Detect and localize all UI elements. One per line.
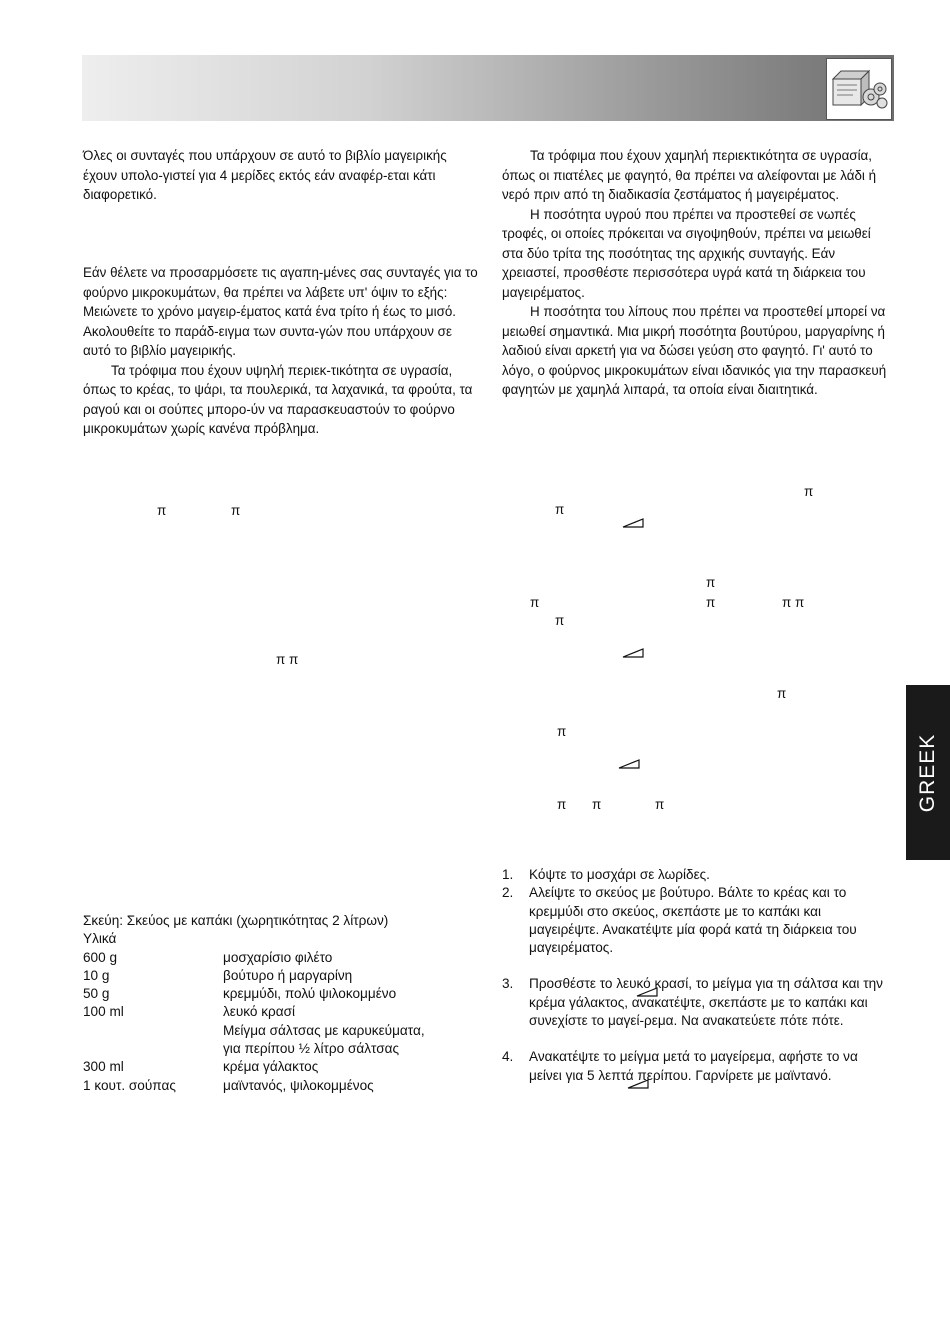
ingredient-qty <box>83 1022 223 1040</box>
cookbook-icon <box>826 58 892 120</box>
step-number: 4. <box>502 1049 514 1065</box>
step-number: 2. <box>502 885 514 901</box>
recipe-steps <box>502 866 894 1085</box>
ingredient-name: μαϊντανός, ψιλοκομμένος <box>223 1077 374 1093</box>
fragment-pi: π <box>706 595 716 610</box>
fragment-pi: π <box>804 484 814 499</box>
ingredient-qty: 300 ml <box>83 1059 124 1075</box>
step-text: Αλείψτε το σκεύος με βούτυρο. Βάλτε το κρέας και το κρεμμύδι στο σκεύος, σκεπάστε με το καπάκι και μαγειρέψτε. Ανακατέψτε μία φορά κατά τη διάρκεια του μαγειρέματος. <box>529 885 857 956</box>
ingredient-qty: 1 κουτ. σούπας <box>83 1077 176 1093</box>
fragment-pi: π <box>557 797 567 812</box>
power-level-icon <box>622 648 644 658</box>
step-item <box>502 866 894 884</box>
ingredient-name: για περίπου ½ λίτρο σάλτσας <box>223 1041 399 1057</box>
fragment-pi: π <box>557 724 567 739</box>
ingredient-qty: 100 ml <box>83 1004 124 1020</box>
intro-right-p3: Η ποσότητα του λίπους που πρέπει να προστεθεί μπορεί να μειωθεί σημαντικά. Μια μικρή ποσότητα βουτύρου, μαργαρίνης ή λαδιού είναι αρκετή για να δώσει γεύση στο φαγητό. Γι' αυτό το λόγο, ο φούρνος μικροκυμάτων είναι ιδανικός για την παρασκευή φαγητών με χαμηλά λιπαρά, τα οποία είναι διαιτητικά. <box>502 304 887 397</box>
ingredient-name: κρεμμύδι, πολύ ψιλοκομμένο <box>223 986 397 1002</box>
ingredient-row <box>83 967 483 985</box>
intro-right-p2: Η ποσότητα υγρού που πρέπει να προστεθεί σε νωπές τροφές, οι οποίες πρόκειται να σιγοψηθούν, πρέπει να μειωθεί στα δύο τρίτα της ποσότητας της αρχικής συνταγής. Εάν χρειαστεί, προσθέστε περισσότερα υγρά κατά τη διάρκεια του μαγειρέματος. <box>502 206 871 300</box>
language-tab <box>906 685 950 860</box>
ingredient-row <box>83 985 483 1003</box>
fragment-pi: π <box>706 575 716 590</box>
power-level-icon <box>618 759 640 769</box>
ingredient-name: Μείγμα σάλτσας με καρυκεύματα, <box>223 1022 425 1038</box>
step-text: Ανακατέψτε το μείγμα μετά το μαγείρεμα, αφήστε το να μείνει για 5 λεπτά περίπου. Γαρνίρετε με μαϊντανό. <box>529 1049 858 1083</box>
header-bar <box>82 55 894 121</box>
fragment-pi: π π <box>276 652 299 667</box>
intro-right <box>502 146 894 400</box>
ingredient-qty <box>83 1040 223 1058</box>
fragment-pi: π <box>655 797 665 812</box>
fragment-pi: π <box>592 797 602 812</box>
step-text: Προσθέστε το λευκό κρασί, το μείγμα για τη σάλτσα και την κρέμα γάλακτος, ανακατέψτε, σκεπάστε με το καπάκι και συνεχίστε το μαγεί-ρεμα. Να ανακατεύετε πότε πότε. <box>529 976 883 1029</box>
ingredient-row <box>83 1077 483 1095</box>
ingredient-name: βούτυρο ή μαργαρίνη <box>223 967 353 983</box>
fragment-pi: π <box>555 613 565 628</box>
fragment-pi: π <box>555 502 565 517</box>
step-item <box>502 884 894 957</box>
step-item <box>502 1048 894 1085</box>
fragment-pi: π <box>530 595 540 610</box>
ingredients-label: Υλικά <box>83 931 117 947</box>
ingredient-name: μοσχαρίσιο φιλέτο <box>223 949 333 965</box>
ingredient-name: κρέμα γάλακτος <box>223 1059 319 1075</box>
intro-left-p2: Εάν θέλετε να προσαρμόσετε τις αγαπη-μένες σας συνταγές για το φούρνο μικροκυμάτων, θα πρέπει να λάβετε υπ' όψιν το εξής: Μειώνετε το χρόνο μαγειρ-έματος κατά ένα τρίτο ή έως το μισό. Ακολουθείτε το παράδ-ειγμα των συντα-γών που υπάρχουν σε αυτό το βιβλίο μαγειρικής. Τα τρόφιμα που έχουν υψηλή περιεκ-τικότητα σε υγρασία, όπως το κρέας, το ψάρι, τα πουλερικά, τα λαχανικά, τα φρούτα, τα ραγού και οι σούπες μπορο-ύν να παρασκευαστούν το φούρνο μικροκυμάτων χωρίς κανένα πρόβλημα. <box>83 263 478 439</box>
step-text: Κόψτε το μοσχάρι σε λωρίδες. <box>529 867 710 882</box>
recipe-ingredients <box>83 912 483 1095</box>
ingredient-name: λευκό κρασί <box>223 1004 296 1020</box>
ingredient-qty: 600 g <box>83 949 118 965</box>
step-number: 3. <box>502 976 514 992</box>
fragment-pi: π π <box>782 595 805 610</box>
step-item <box>502 975 894 1030</box>
ingredient-row <box>83 1022 483 1040</box>
fragment-pi: π <box>231 503 241 518</box>
intro-left-p1: Όλες οι συνταγές που υπάρχουν σε αυτό το βιβλίο μαγειρικής έχουν υπολο-γιστεί για 4 μερίδες εκτός εάν αναφέρ-εται κάτι διαφορετικό. <box>83 148 447 202</box>
power-level-icon <box>622 518 644 528</box>
ingredient-qty: 50 g <box>83 986 110 1002</box>
intro-right-p1: Τα τρόφιμα που έχουν χαμηλή περιεκτικότητα σε υγρασία, όπως οι πιατέλες με φαγητό, θα πρέπει να αλείφονται με λάδι ή νερό πριν από τη διαδικασία ζεστάματος ή μαγειρέματος. <box>502 148 877 202</box>
fragment-pi: π <box>777 686 787 701</box>
step-number: 1. <box>502 867 514 882</box>
ingredient-row <box>83 1058 483 1076</box>
recipe-vessel: Σκεύη: Σκεύος με καπάκι (χωρητικότητας 2 λίτρων) <box>83 913 389 928</box>
language-tab-label: GREEK <box>916 733 939 812</box>
ingredient-qty: 10 g <box>83 967 110 983</box>
ingredient-row <box>83 1040 483 1058</box>
intro-left-p3: Τα τρόφιμα που έχουν υψηλή περιεκ-τικότητα σε υγρασία, όπως το κρέας, το ψάρι, τα πουλερικά, τα λαχανικά, τα φρούτα, τα ραγού και οι σούπες μπορο-ύν να παρασκευαστούν το φούρνο μικροκυμάτων χωρίς κανένα πρόβλημα. <box>83 362 473 436</box>
ingredient-row <box>83 949 483 967</box>
fragment-pi: π <box>157 503 167 518</box>
ingredient-row <box>83 1003 483 1021</box>
